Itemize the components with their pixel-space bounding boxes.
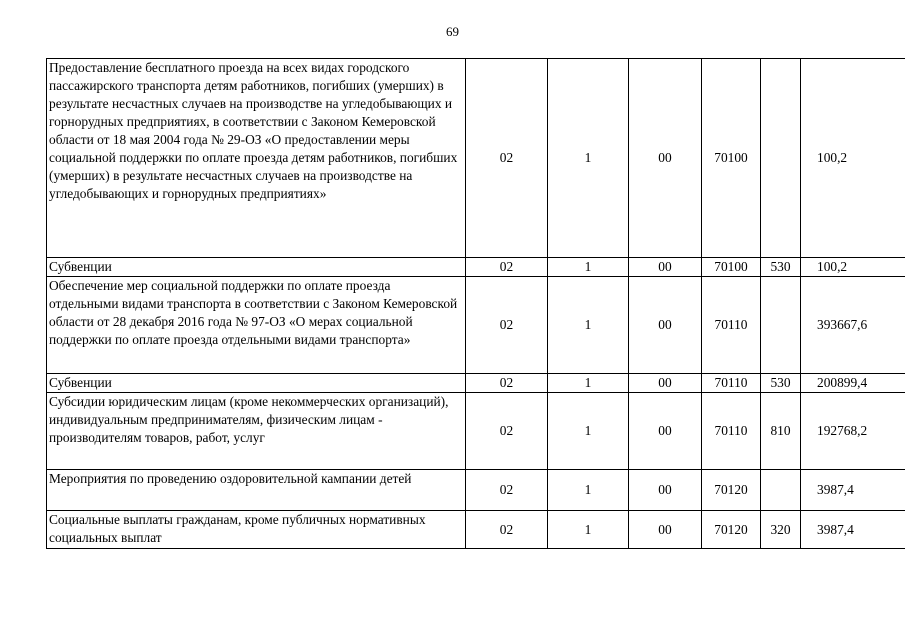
table-row xyxy=(47,258,905,277)
section-code: 02 xyxy=(466,393,548,470)
program-code: 00 xyxy=(629,393,702,470)
program-code: 00 xyxy=(629,470,702,511)
direction-code: 70110 xyxy=(702,374,761,393)
amount: 100,2 xyxy=(801,59,905,258)
page-number: 69 xyxy=(446,24,459,39)
amount: 200899,4 xyxy=(801,374,905,393)
amount: 192768,2 xyxy=(801,393,905,470)
subsection-code: 1 xyxy=(548,258,629,277)
subsection-code: 1 xyxy=(548,393,629,470)
table-row xyxy=(47,374,905,393)
expense-type-code: 810 xyxy=(761,393,801,470)
row-description: Предоставление бесплатного проезда на всех видах городского пассажирского транспорта детям работников, погибших (умерших) в результате несчастных случаев на производстве на угледобывающих и горнорудных предприятиях, в соответствии с Законом Кемеровской области от 18 мая 2004 года № 29-ОЗ «О предоставлении меры социальной поддержки по оплате проезда детям работников, погибших (умерших) в результате несчастных случаев на производстве на угледобывающих и горнорудных предприятиях» xyxy=(47,59,466,258)
expense-type-code: 530 xyxy=(761,374,801,393)
section-code: 02 xyxy=(466,511,548,549)
row-description: Субсидии юридическим лицам (кроме некоммерческих организаций), индивидуальным предпринимателям, физическим лицам - производителям товаров, работ, услуг xyxy=(47,393,466,470)
direction-code: 70100 xyxy=(702,258,761,277)
amount: 393667,6 xyxy=(801,277,905,374)
direction-code: 70120 xyxy=(702,511,761,549)
table-row xyxy=(47,393,905,470)
budget-table xyxy=(46,58,905,549)
subsection-code: 1 xyxy=(548,511,629,549)
direction-code: 70100 xyxy=(702,59,761,258)
section-code: 02 xyxy=(466,277,548,374)
expense-type-code xyxy=(761,277,801,374)
table-row xyxy=(47,277,905,374)
table-row xyxy=(47,59,905,258)
expense-type-code xyxy=(761,470,801,511)
section-code: 02 xyxy=(466,59,548,258)
direction-code: 70110 xyxy=(702,393,761,470)
program-code: 00 xyxy=(629,277,702,374)
expense-type-code: 320 xyxy=(761,511,801,549)
program-code: 00 xyxy=(629,374,702,393)
expense-type-code: 530 xyxy=(761,258,801,277)
row-description: Мероприятия по проведению оздоровительной кампании детей xyxy=(47,470,466,511)
expense-type-code xyxy=(761,59,801,258)
amount: 100,2 xyxy=(801,258,905,277)
amount: 3987,4 xyxy=(801,511,905,549)
table-row xyxy=(47,511,905,549)
subsection-code: 1 xyxy=(548,59,629,258)
subsection-code: 1 xyxy=(548,374,629,393)
program-code: 00 xyxy=(629,511,702,549)
subsection-code: 1 xyxy=(548,277,629,374)
row-description: Субвенции xyxy=(47,374,466,393)
row-description: Социальные выплаты гражданам, кроме публичных нормативных социальных выплат xyxy=(47,511,466,549)
direction-code: 70110 xyxy=(702,277,761,374)
section-code: 02 xyxy=(466,470,548,511)
amount: 3987,4 xyxy=(801,470,905,511)
row-description: Обеспечение мер социальной поддержки по оплате проезда отдельными видами транспорта в соответствии с Законом Кемеровской области от 28 декабря 2016 года № 97-ОЗ «О мерах социальной поддержки по оплате проезда отдельными видами транспорта» xyxy=(47,277,466,374)
section-code: 02 xyxy=(466,258,548,277)
table-row xyxy=(47,470,905,511)
subsection-code: 1 xyxy=(548,470,629,511)
direction-code: 70120 xyxy=(702,470,761,511)
program-code: 00 xyxy=(629,59,702,258)
section-code: 02 xyxy=(466,374,548,393)
program-code: 00 xyxy=(629,258,702,277)
row-description: Субвенции xyxy=(47,258,466,277)
